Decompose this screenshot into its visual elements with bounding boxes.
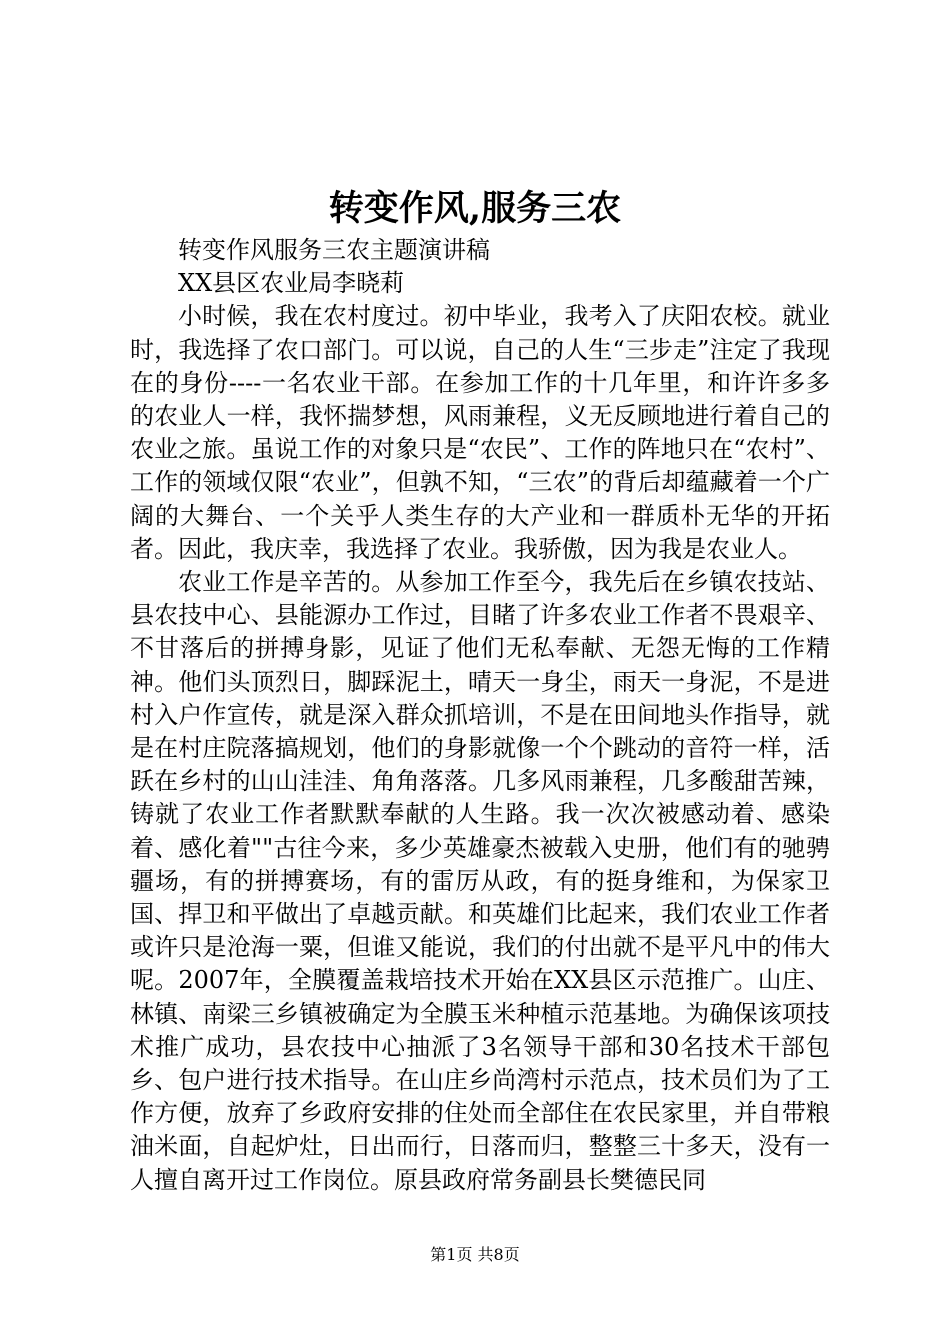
document-body xyxy=(130,234,830,1197)
author-line: XX县区农业局李晓莉 xyxy=(178,269,405,298)
page-footer: 第1页 共8页 xyxy=(430,1245,520,1264)
speech-subtitle: 转变作风服务三农主题演讲稿 xyxy=(178,236,490,264)
body-paragraph: 农业工作是辛苦的。从参加工作至今，我先后在乡镇农技站、县农技中心、县能源办工作过，目睹了许多农业工作者不畏艰辛、不甘落后的拼搏身影，见证了他们无私奉献、无怨无悔的工作精神。他们头顶烈日，脚踩泥土，晴天一身尘，雨天一身泥，不是进村入户作宣传，就是深入群众抓培训，不是在田间地头作指导，就是在村庄院落搞规划，他们的身影就像一个个跳动的音符一样，活跃在乡村的山山洼洼、角角落落。几多风雨兼程，几多酸甜苦辣，铸就了农业工作者默默奉献的人生路。我一次次被感动着、感染着、感化着""古往今来，多少英雄豪杰被载入史册，他们有的驰骋疆场，有的拼搏赛场，有的雷厉从政，有的挺身维和，为保家卫国、捍卫和平做出了卓越贡献。和英雄们比起来，我们农业工作者或许只是沧海一粟，但谁又能说，我们的付出就不是平凡中的伟大呢。2007年，全膜覆盖栽培技术开始在XX县区示范推广。山庄、林镇、南梁三乡镇被确定为全膜玉米种植示范基地。为确保该项技术推广成功，县农技中心抽派了3名领导干部和30名技术干部包乡、包户进行技术指导。在山庄乡尚湾村示范点，技术员们为了工作方便，放弃了乡政府安排的住处而全部住在农民家里，并自带粮油米面，自起炉灶，日出而行，日落而归，整整三十多天，没有一人擅自离开过工作岗位。原县政府常务副县长樊德民同 xyxy=(130,568,830,1194)
body-paragraph: 小时候，我在农村度过。初中毕业，我考入了庆阳农校。就业时，我选择了农口部门。可以说，自己的人生“三步走”注定了我现在的身份----一名农业干部。在参加工作的十几年里，和许许多多的农业人一样，我怀揣梦想，风雨兼程，义无反顾地进行着自己的农业之旅。虽说工作的对象只是“农民”、工作的阵地只在“农村”、工作的领域仅限“农业”，但孰不知，“三农”的背后却蕴藏着一个广阔的大舞台、一个关乎人类生存的大产业和一群质朴无华的开拓者。因此，我庆幸，我选择了农业。我骄傲，因为我是农业人。 xyxy=(130,302,830,563)
document-title: 转变作风,服务三农 xyxy=(328,188,622,229)
